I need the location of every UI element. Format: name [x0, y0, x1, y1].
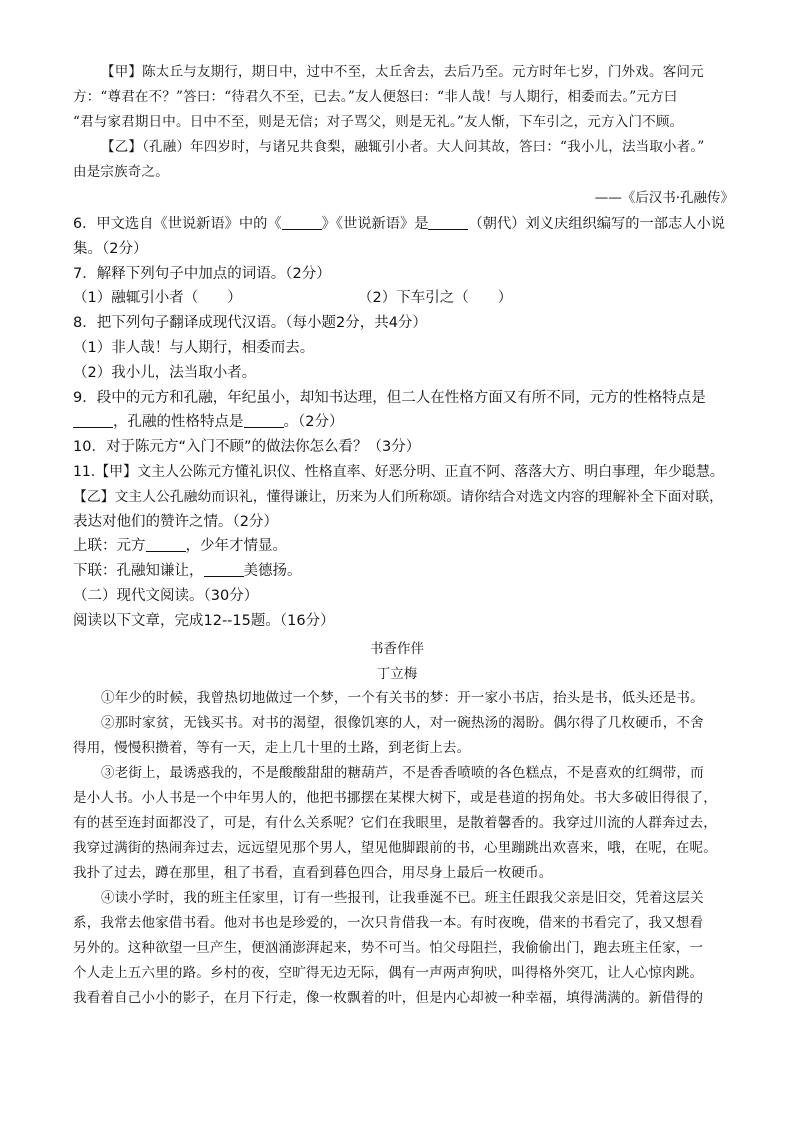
source-citation: ——《后汉书·孔融传》 — [594, 190, 734, 206]
article-line: 我扑了过去，蹲在那里，租了书看，直看到暮色四合，用尽身上最后一枚硬币。 — [73, 865, 553, 881]
classical-passage — [73, 60, 731, 185]
question-8: 8．把下列句子翻译成现代汉语。（每小题2分，共4分） — [73, 315, 427, 332]
question-7-item-1: （1）融辄引小者（ ） — [73, 290, 242, 307]
article-line: 另外的。这种欲望一旦产生，便汹涌澎湃起来，势不可当。怕父母阻拦，我偷偷出门，跑去班主任家，一 — [73, 940, 704, 956]
couplet-upper: 上联：元方 ，少年才情显。 — [73, 538, 287, 555]
question-8-item-1: （1）非人哉！与人期行，相委而去。 — [73, 339, 315, 356]
question-11-cont: 表达对他们的赞许之情。（2分） — [73, 513, 278, 530]
question-7: 7．解释下列句子中加点的词语。（2分） — [73, 265, 331, 282]
jia-line: “君与家君期日中。日中不至，则是无信；对子骂父，则是无礼。”友人惭，下车引之，元方入门不顾。 — [73, 114, 684, 130]
question-11: 11.【甲】文主人公陈元方懂礼识仪、性格直率、好恶分明、正直不阿、落落大方、明白事理，年少聪慧。 — [73, 463, 724, 480]
section-heading: （二）现代文阅读。（30分） — [73, 587, 259, 604]
article-line: ①年少的时候，我曾热切地做过一个梦，一个有关书的梦：开一家小书店，抬头是书，低头还是书。 — [101, 690, 704, 706]
couplet-lower: 下联：孔融知谦让， 美德扬。 — [73, 563, 302, 580]
question-9: 9．段中的元方和孔融，年纪虽小，却知书达理，但二人在性格方面又有所不同，元方的性格特点是 — [73, 389, 706, 406]
question-11-cont: 【乙】文主人公孔融幼而识礼，懂得谦让，历来为人们所称颂。请你结合对选文内容的理解补全下面对联， — [73, 488, 723, 505]
article-title: 书香作伴 — [370, 641, 424, 657]
questions-block — [73, 212, 731, 634]
question-8-item-2: （2）我小儿，法当取小者。 — [73, 364, 257, 381]
question-7-items — [73, 286, 731, 311]
answer-blank[interactable] — [146, 537, 186, 552]
article-line: ②那时家贫，无钱买书。对书的渴望，很像饥寒的人，对一碗热汤的渴盼。偶尔得了几枚硬币，不舍 — [101, 715, 704, 731]
article-line: 我看着自己小小的影子，在月下行走，像一枚飘着的叶，但是内心却被一种幸福，填得满满的。新借得的 — [73, 990, 704, 1006]
article-line: 系，我常去他家借书看。他对书也是珍爱的，一次只肯借我一本。有时夜晚，借来的书看完了，我又想看 — [73, 915, 704, 931]
article-line: 有的甚至连封面都没了，可是，有什么关系呢？它们在我眼里，是散着馨香的。我穿过川流的人群奔过去， — [73, 815, 717, 831]
reading-intro: 阅读以下文章，完成12--15题。（16分） — [73, 612, 335, 629]
jia-line: 【甲】陈太丘与友期行，期日中，过中不至，太丘舍去，去后乃至。元方时年七岁，门外戏。客问元 — [101, 64, 704, 80]
article-body — [73, 686, 731, 1011]
answer-blank[interactable] — [428, 215, 468, 230]
question-9-cont: ，孔融的性格特点是 。（2分） — [73, 410, 731, 435]
article-line: 个人走上五六里的路。乡村的夜，空旷得无边无际，偶有一声两声狗吠，叫得格外突兀，让人心惊肉跳。 — [73, 965, 704, 981]
question-7-item-2: （2）下车引之（ ） — [358, 290, 513, 307]
article-line: 是小人书。小人书是一个中年男人的，他把书挪摆在某棵大树下，或是巷道的拐角处。书大多破旧得很了， — [73, 790, 717, 806]
yi-line: 【乙】（孔融）年四岁时，与诸兄共食梨，融辄引小者。大人问其故，答曰：“我小儿，法当取小者。” — [101, 139, 705, 155]
article-line: 我穿过满街的热闹奔过去，远远望见那个男人，望见他脚跟前的书，心里蹦跳出欢喜来，哦，在呢，在呢。 — [73, 840, 717, 856]
jia-line: 方：“尊君在不？”答曰：“待君久不至，已去。”友人便怒曰：“非人哉！与人期行，相委而去。”元方曰 — [73, 89, 678, 105]
answer-blank[interactable] — [244, 413, 284, 428]
article-line: 得用，慢慢积攒着，等有一天，走上几十里的土路，到老街上去。 — [73, 740, 471, 756]
yi-line: 由是宗族奇之。 — [73, 164, 169, 180]
question-6: 6．甲文选自《世说新语》中的《 》《世说新语》是 （朝代）刘义庆组织编写的一部志人小说 — [73, 216, 725, 232]
answer-blank[interactable] — [73, 413, 113, 428]
question-6-cont: 集。（2分） — [73, 240, 148, 257]
question-10: 10．对于陈元方“入门不顾”的做法你怎么看？（3分） — [73, 439, 421, 456]
article-line: ③老街上，最诱惑我的，不是酸酸甜甜的糖葫芦，不是香香喷喷的各色糕点，不是喜欢的红绸带，而 — [101, 765, 704, 781]
answer-blank[interactable] — [282, 215, 322, 230]
article-author: 丁立梅 — [376, 666, 418, 682]
article-line: ④读小学时，我的班主任家里，订有一些报刊，让我垂涎不已。班主任跟我父亲是旧交，凭着这层关 — [101, 890, 704, 906]
answer-blank[interactable] — [204, 562, 244, 577]
